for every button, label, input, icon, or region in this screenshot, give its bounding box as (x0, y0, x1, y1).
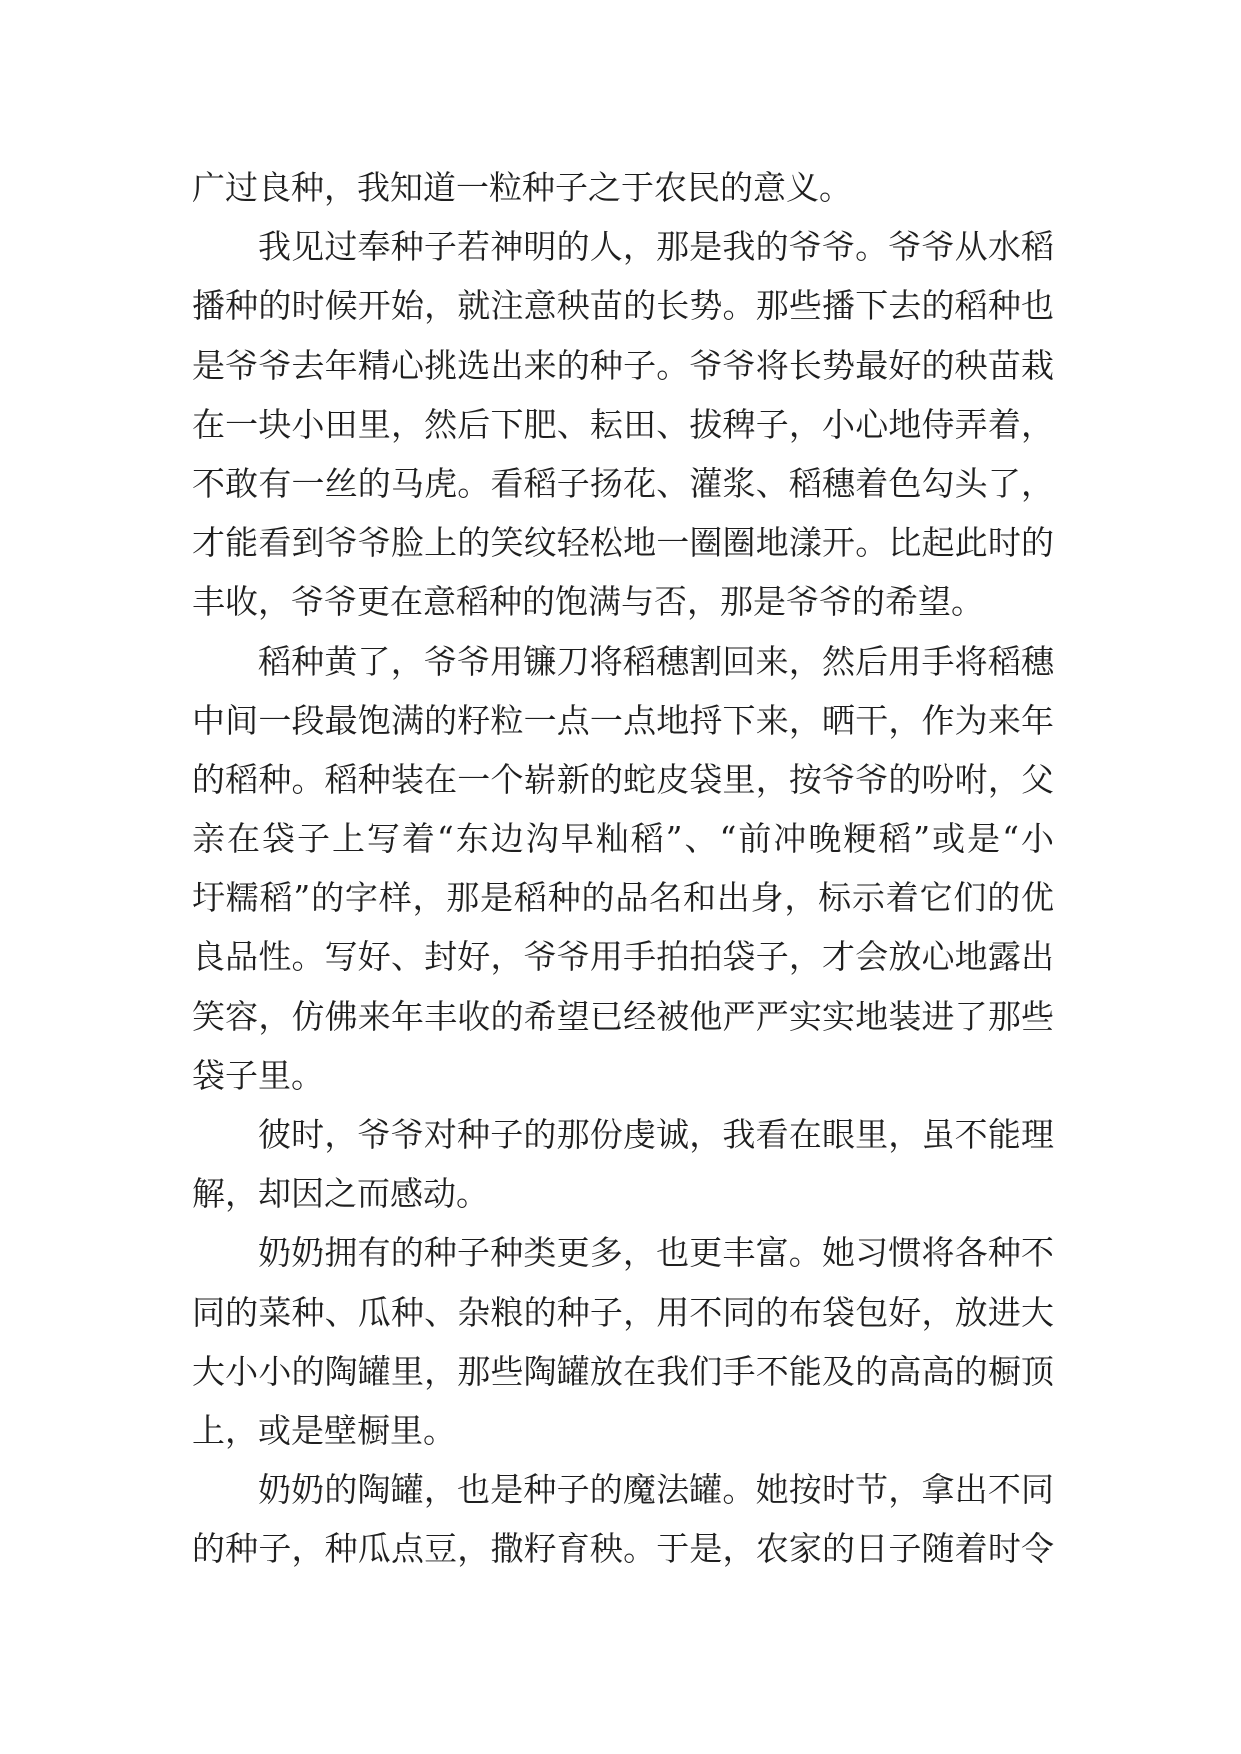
text-line: 袋子里。 (192, 1055, 324, 1095)
text-line: 笑容，仿佛来年丰收的希望已经被他严严实实地装进了那些 (192, 996, 1054, 1036)
text-line: 上，或是壁橱里。 (192, 1410, 456, 1450)
text-line: 亲在袋子上写着“东边沟早籼稻”、“前冲晚粳稻”或是“小 (192, 819, 1054, 859)
body-text (192, 158, 1054, 1579)
text-line: 不敢有一丝的马虎。看稻子扬花、灌浆、稻穗着色勾头了， (192, 463, 1054, 503)
text-line: 彼时，爷爷对种子的那份虔诚，我看在眼里，虽不能理 (258, 1115, 1054, 1154)
text-line: 的种子，种瓜点豆，撒籽育秧。于是，农家的日子随着时令 (192, 1529, 1054, 1569)
text-line: 大小小的陶罐里，那些陶罐放在我们手不能及的高高的橱顶 (192, 1351, 1054, 1391)
text-line: 播种的时候开始，就注意秧苗的长势。那些播下去的稻种也 (192, 286, 1054, 326)
text-line: 丰收，爷爷更在意稻种的饱满与否，那是爷爷的希望。 (192, 582, 984, 622)
text-line: 圩糯稻”的字样，那是稻种的品名和出身，标示着它们的优 (192, 878, 1054, 918)
text-line: 奶奶的陶罐，也是种子的魔法罐。她按时节，拿出不同 (258, 1470, 1054, 1510)
text-line: 中间一段最饱满的籽粒一点一点地捋下来，晒干，作为来年 (192, 700, 1054, 740)
text-line: 良品性。写好、封好，爷爷用手拍拍袋子，才会放心地露出 (192, 937, 1054, 977)
text-line: 的稻种。稻种装在一个崭新的蛇皮袋里，按爷爷的吩咐，父 (192, 759, 1054, 799)
text-line: 才能看到爷爷脸上的笑纹轻松地一圈圈地漾开。比起此时的 (192, 523, 1054, 563)
text-line: 同的菜种、瓜种、杂粮的种子，用不同的布袋包好，放进大 (192, 1292, 1054, 1332)
text-line: 是爷爷去年精心挑选出来的种子。爷爷将长势最好的秧苗栽 (192, 345, 1054, 385)
text-line: 在一块小田里，然后下肥、耘田、拔稗子，小心地侍弄着， (192, 404, 1054, 444)
text-line: 我见过奉种子若神明的人，那是我的爷爷。爷爷从水稻 (258, 227, 1054, 267)
text-line: 稻种黄了，爷爷用镰刀将稻穗割回来，然后用手将稻穗 (258, 641, 1054, 681)
text-line: 解，却因之而感动。 (192, 1174, 489, 1214)
text-line: 奶奶拥有的种子种类更多，也更丰富。她习惯将各种不 (258, 1233, 1054, 1273)
text-line: 广过良种，我知道一粒种子之于农民的意义。 (192, 168, 852, 207)
